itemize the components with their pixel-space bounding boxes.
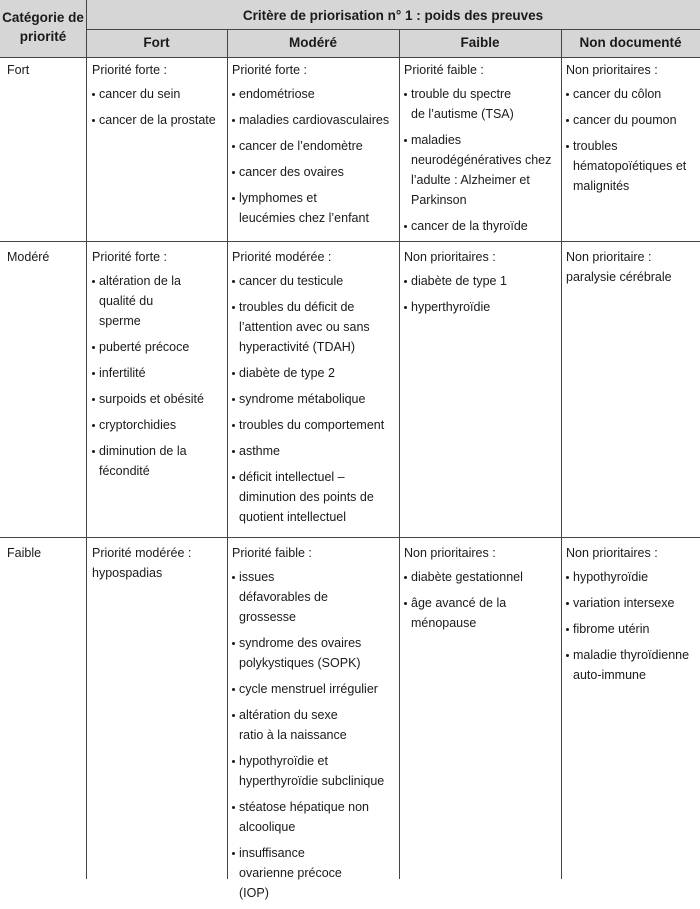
list-item: asthme [232,441,394,461]
list-item: maladies cardiovasculaires [232,110,394,130]
cell-list [566,84,696,196]
table-cell [404,60,556,242]
cell-title: Non prioritaires : [566,63,658,77]
cell-list [92,84,224,130]
list-item: diabète gestationnel [404,567,556,587]
list-item: troubles du déficit de l’attention avec ou sans hyperactivité (TDAH) [232,297,394,357]
table-cell [404,247,556,323]
table-cell [232,247,394,533]
row-divider [0,537,700,538]
header-category: Catégorie de priorité [2,10,84,44]
header-divider [86,29,700,30]
table-cell [232,60,394,234]
cell-title: Non prioritaires : [566,546,658,560]
cell-title: Priorité forte : [92,63,168,77]
cell-list [566,567,696,685]
list-item: altération de la qualité du sperme [92,271,181,331]
list-item: diabète de type 2 [232,363,394,383]
list-item: trouble du spectre de l’autisme (TSA) [404,84,527,124]
list-item: infertilité [92,363,224,383]
list-item: troubles hématopoïétiques et malignités [566,136,696,196]
table-cell [566,247,678,291]
list-item: insuffisance ovarienne précoce (IOP) [232,843,361,903]
list-item: puberté précoce [92,337,224,357]
header-col-fort: Fort [143,35,170,50]
header-col-non-documente: Non documenté [579,35,682,50]
list-item: maladie thyroïdienne auto-immune [566,645,696,685]
list-item: hypothyroïdie [566,567,696,587]
header-col-modere: Modéré [288,35,337,50]
cell-title: Priorité faible : [232,546,312,560]
cell-list [232,84,394,228]
list-item: maladies neurodégénératives chez l’adulte : Alzheimer et Parkinson [404,130,556,210]
list-item: cancer du côlon [566,84,696,104]
cell-title: Priorité forte : [232,63,308,77]
list-item: cryptorchidies [92,415,224,435]
list-item: diminution de la fécondité [92,441,199,481]
list-item: cancer du poumon [566,110,696,130]
list-item: hypothyroïdie et hyperthyroïdie subclinique [232,751,389,791]
list-item: âge avancé de la ménopause [404,593,511,633]
table-cell [92,247,224,487]
row-label-modere: Modéré [7,250,50,264]
column-divider [561,29,562,879]
header-criterion: Critère de priorisation n° 1 : poids des preuves [242,8,544,23]
list-item: cancer de la thyroïde [404,216,556,236]
cell-list [232,567,394,903]
cell-list [404,271,556,317]
list-item: altération du sexe ratio à la naissance [232,705,359,745]
header-bottom-rule [0,57,700,58]
cell-title: Priorité faible : [404,63,484,77]
row-divider [0,241,700,242]
cell-list [404,567,556,633]
list-item: fibrome utérin [566,619,696,639]
list-item: cancer des ovaires [232,162,394,182]
row-label-faible: Faible [7,546,42,560]
list-item: déficit intellectuel – diminution des points de quotient intellectuel [232,467,377,527]
table-cell [232,543,394,909]
cell-title: Non prioritaires : [404,250,496,264]
cell-title: Priorité forte : [92,250,168,264]
list-item: hyperthyroïdie [404,297,556,317]
list-item: syndrome des ovaires polykystiques (SOPK) [232,633,369,673]
list-item: stéatose hépatique non alcoolique [232,797,379,837]
list-item: syndrome métabolique [232,389,394,409]
list-item: surpoids et obésité [92,389,224,409]
table-cell [404,543,556,639]
column-divider [227,29,228,879]
table-cell [92,543,204,587]
row-label-fort: Fort [7,63,30,77]
list-item: diabète de type 1 [404,271,556,291]
column-divider [399,29,400,879]
list-item: variation intersexe [566,593,696,613]
list-item: troubles du comportement [232,415,394,435]
header-col-faible: Faible [460,35,500,50]
cell-title: Non prioritaires : [404,546,496,560]
cell-list [404,84,556,236]
table-cell [566,543,696,691]
column-divider [86,0,87,879]
table-cell [566,60,696,202]
list-item: issues défavorables de grossesse [232,567,349,627]
cell-title: Priorité modérée : [232,250,332,264]
table-cell [92,60,224,136]
cell-title: Priorité modérée : hypospadias [92,546,192,580]
cell-list [232,271,394,527]
list-item: cancer de l’endomètre [232,136,394,156]
list-item: endométriose [232,84,394,104]
list-item: cancer de la prostate [92,110,224,130]
list-item: cycle menstruel irrégulier [232,679,394,699]
cell-list [92,271,224,481]
cell-title: Non prioritaire : paralysie cérébrale [566,250,672,284]
list-item: cancer du sein [92,84,224,104]
list-item: lymphomes et leucémies chez l’enfant [232,188,369,228]
list-item: cancer du testicule [232,271,394,291]
